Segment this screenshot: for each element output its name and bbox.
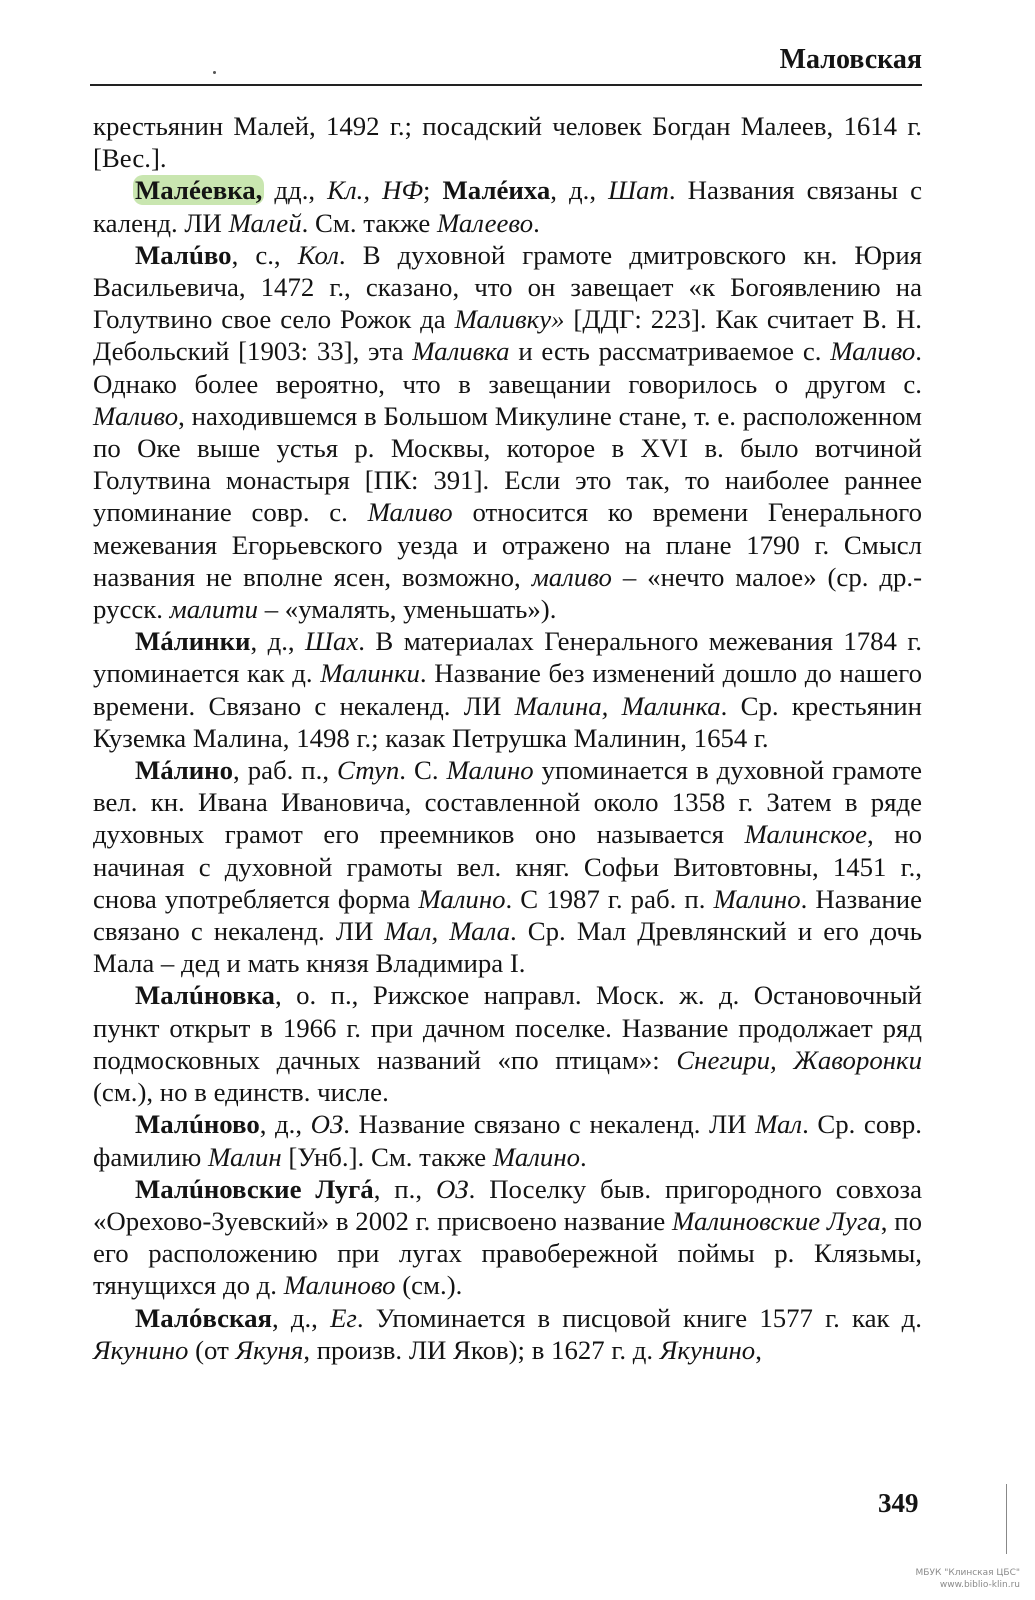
entry-headword: Малúво: [135, 239, 232, 270]
entry-headword-highlighted: Малéевка,: [135, 175, 263, 206]
print-speck: [213, 71, 216, 74]
entry-malovskaya: Малóвская, д., Ег. Упоминается в писцовой книге 1577 г. как д. Якунино (от Якуня, произв. ЛИ Яков); в 1627 г. д. Якунино,: [93, 1302, 922, 1365]
watermark-library-name: МБУК "Клинская ЦБС": [915, 1568, 1020, 1578]
watermark-url: www.biblio-klin.ru: [939, 1580, 1020, 1590]
entry-malivo: Малúво, с., Кол. В духовной грамоте дмитровского кн. Юрия Васильевича, 1472 г., сказано, что он завещает «к Богоявлению на Голутвино свое село Рожок да Маливку» [ДДГ: 223]. Как считает В. Н. Дебольский [1903: 33], эта Маливка и есть рассматриваемое с. Маливо. Однако более вероятно, что в завещании говорилось о другом с. Маливо, находившемся в Большом Микулине стане, т. е. расположенном по Оке выше устья р. Москвы, которое в XVI в. было вотчиной Голутвина монастыря [ПК: 391]. Если это так, то наиболее раннее упоминание совр. с. Маливо относится ко времени Генерального межевания Егорьевского уезда и отражено на плане 1790 г. Смысл названия не вполне ясен, возможно, маливо – «нечто малое» (ср. др.-русск. малити – «умалять, уменьшать»).: [93, 239, 922, 625]
page-number: 349: [878, 1488, 919, 1518]
entry-malinovo: Малúново, д., ОЗ. Название связано с некаленд. ЛИ Мал. Ср. совр. фамилию Малин [Унб.]. См. также Малино.: [93, 1109, 922, 1172]
entry-continuation: крестьянин Малей, 1492 г.; посадский человек Богдан Малеев, 1614 г. [Вес.].: [93, 111, 922, 174]
entry-malinovka: Малúновка, о. п., Рижское направл. Моск. ж. д. Остановочный пункт открыт в 1966 г. при дачном поселке. Название продолжает ряд подмосковных дачных названий «по птицам»: Снегири, Жаворонки (см.), но в единств. числе.: [93, 980, 922, 1108]
scan-edge-line: [1006, 1484, 1007, 1554]
entry-headword: Мáлинки: [135, 626, 251, 657]
dictionary-text: [93, 110, 922, 1366]
running-head: [90, 40, 922, 86]
entry-malinki: Мáлинки, д., Шах. В материалах Генерального межевания 1784 г. упоминается как д. Малинки. Название без изменений дошло до нашего времени. Связано с некаленд. ЛИ Малина, Малинка. Ср. крестьянин Куземка Малина, 1498 г.; казак Петрушка Малинин, 1654 г.: [93, 626, 922, 753]
running-head-title: Маловская: [779, 44, 922, 75]
entry-headword: Малóвская: [135, 1302, 272, 1333]
entry-headword: Малéиха: [442, 175, 551, 206]
entry-headword: Малúново: [135, 1109, 260, 1140]
entry-malinovskie-luga: Малúновские Лугá, п., ОЗ. Поселку быв. пригородного совхоза «Орехово-Зуевский» в 2002 г. присвоено название Малиновские Луга, по его расположению при лугах правобережной поймы р. Клязьмы, тянущихся до д. Малиново (см.).: [93, 1173, 923, 1301]
entry-maleevka: Малéевка, дд., Кл., НФ; Малéиха, д., Шат. Названия связаны с календ. ЛИ Малей. См. также Малеево.: [93, 175, 922, 238]
entry-headword: Мáлино: [135, 755, 234, 786]
entry-headword: Малúновка: [135, 980, 275, 1011]
library-watermark: [880, 1567, 1020, 1591]
entry-malino: Мáлино, раб. п., Ступ. С. Малино упоминается в духовной грамоте вел. кн. Ивана Ивановича, составленной около 1358 г. Затем в ряде духовных грамот его преемников оно называется Малинское, но начиная с духовной грамоты вел. княг. Софьи Витовтовны, 1451 г., снова употребляется форма Малино. С 1987 г. раб. п. Малино. Название связано с некаленд. ЛИ Мал, Мала. Ср. Мал Древлянский и его дочь Мала – дед и мать князя Владимира I.: [93, 755, 922, 979]
entry-headword: Малúновские Лугá: [135, 1173, 374, 1204]
